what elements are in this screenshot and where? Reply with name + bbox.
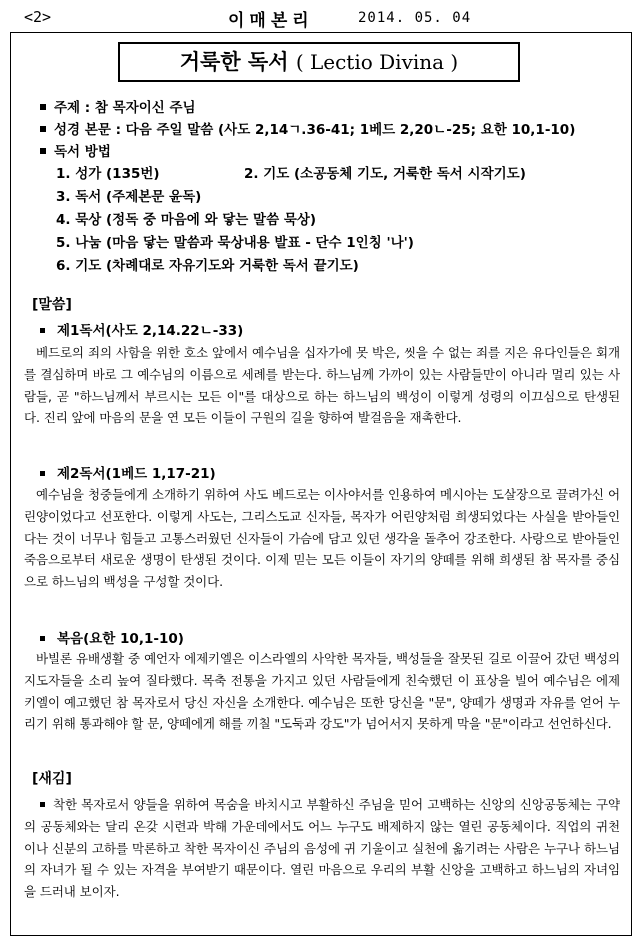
square-bullet-icon <box>40 148 46 154</box>
square-bullet-icon <box>40 104 46 110</box>
page-title <box>118 42 520 82</box>
reading-text: 바빌론 유배생활 중 예언자 에제키엘은 이스라엘의 사악한 목자들, 백성들을 잘못된 길로 이끌어 갔던 백성의 지도자들을 소리 높여 질타했다. 목축 전통을 가지고 있던 사람들에게 친숙했던 이 표상을 빌어 예수님은 에제키엘이 예고했던 참 목자로서 당신 자신을 소개한다. 예수님은 또한 당신을 "문", 양떼가 생명과 자유를 얻어 누리기 위해 통과해야 할 문, 양떼에게 해를 끼칠 "도둑과 강도"가 넘어서지 못하게 막을 "문"이라고 선언하신다. <box>24 651 620 732</box>
reading-title: 복음(요한 10,1-10) <box>40 627 184 647</box>
theme-text: 주제 : 참 목자이신 주님 <box>54 100 196 116</box>
word-section-heading: [말씀] <box>32 297 72 313</box>
step-item: 1. 성가 (135번) <box>56 166 160 182</box>
page-header <box>10 8 632 30</box>
step-item: 4. 묵상 (정독 중 마음에 와 닿는 말씀 묵상) <box>56 212 317 228</box>
scripture-text: 성경 본문 : 다음 주일 말씀 (사도 2,14ㄱ.36-41; 1베드 2,20ㄴ-25; 요한 10,1-10) <box>54 122 576 138</box>
bulletin-name: 이매본리 <box>228 11 314 31</box>
issue-date: 2014. 05. 04 <box>358 10 472 26</box>
theme-line <box>40 96 196 116</box>
step-item: 2. 기도 (소공동체 기도, 거룩한 독서 시작기도) <box>244 166 526 182</box>
reading-title: 제2독서(1베드 1,17-21) <box>40 462 216 482</box>
scripture-line <box>40 118 575 138</box>
title-korean: 거룩한 독서 <box>179 50 289 74</box>
reading-text: 베드로의 죄의 사함을 위한 호소 앞에서 예수님을 십자가에 못 박은, 씻을 수 없는 죄를 지은 유다인들은 회개를 결심하며 바로 그 예수님의 이름으로 세례를 받는다. 하느님께 가까이 있는 사람들만이 아니라 멀리 있는 사람들, 곧 "하느님께서 부르시는 모든 이"를 대상으로 하는 하느님의 백성이 이렇게 성령의 이끄심으로 탄생된다. 진리 앞에 마음의 문을 연 모든 이들이 구원의 길을 향하여 발걸음을 재촉한다. <box>24 345 620 426</box>
square-bullet-icon <box>40 328 45 333</box>
method-label: 독서 방법 <box>54 144 111 160</box>
square-bullet-icon <box>40 636 45 641</box>
step-item: 3. 독서 (주제본문 윤독) <box>56 189 202 205</box>
step-item: 5. 나눔 (마음 닿는 말씀과 묵상내용 발표 - 단수 1인칭 '나') <box>56 235 414 251</box>
title-latin: ( Lectio Divina ) <box>295 50 459 74</box>
step-item: 6. 기도 (차례대로 자유기도와 거룩한 독서 끝기도) <box>56 258 359 274</box>
reading-text: 예수님을 청중들에게 소개하기 위하여 사도 베드로는 이사야서를 인용하여 메시아는 도살장으로 끌려가신 어린양이었다고 선포한다. 이렇게 사도는, 그리스도교 신자들, 목자가 어린양처럼 희생되었다는 사실을 받아들인다는 것이 너무나 힘들고 고통스러웠던 신자들이 가슴에 담고 있던 생각을 돌추어 강조한다. 사랑으로 받아들인 죽음으로부터 새로운 생명이 탄생된 것이다. 이제 믿는 모든 이들이 자기의 양떼를 위해 희생된 참 목자를 중심으로 하느님의 백성을 구성할 것이다. <box>24 487 620 590</box>
square-bullet-icon <box>40 126 46 132</box>
square-bullet-icon <box>40 802 45 807</box>
reading-title: 제1독서(사도 2,14.22ㄴ-33) <box>40 319 243 339</box>
method-line <box>40 140 111 160</box>
page-number: <2> <box>24 8 52 26</box>
reflection-heading: [새김] <box>32 771 72 787</box>
reflection-text: 착한 목자로서 양들을 위하여 목숨을 바치시고 부활하신 주님을 믿어 고백하는 신앙의 신앙공동체는 구약의 공동체와는 달리 온갖 시련과 박해 가운데에서도 어느 누구도 배제하지 않는 열린 공동체이다. 직업의 귀천이나 신분의 고하를 막론하고 착한 목자이신 주님의 음성에 귀 기울이고 실천에 옮기려는 사람은 누구나 하느님의 자녀가 될 수 있는 자격을 부여받기 때문이다. 열린 마음으로 우리의 부활 신앙을 고백하고 하느님의 자녀임을 드러내 보이자. <box>24 797 620 900</box>
square-bullet-icon <box>40 471 45 476</box>
